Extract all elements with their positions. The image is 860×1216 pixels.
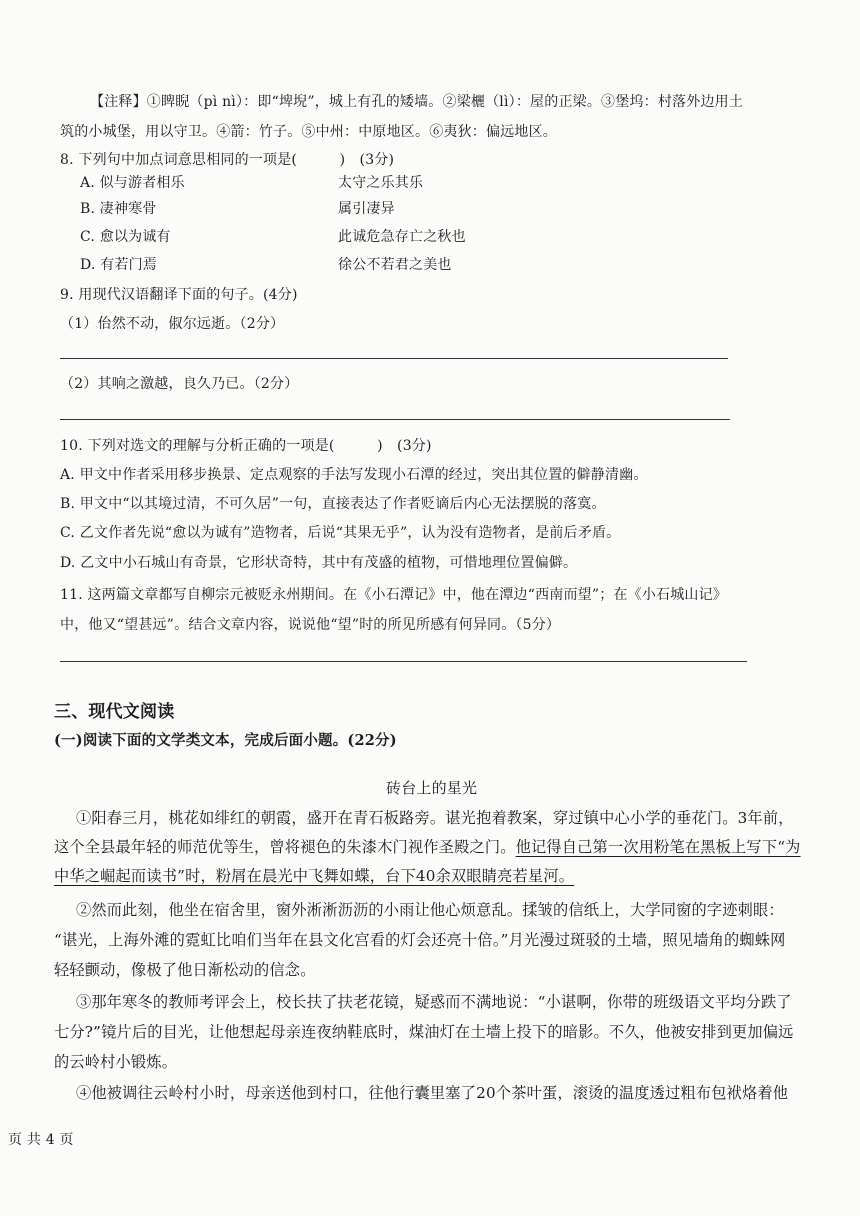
q8-stem: 8. 下列句中加点词意思相同的一项是( ) (3分) [60,152,395,168]
q8-option-a-right: 太守之乐其乐 [338,175,424,191]
q10-option-c: C. 乙文作者先说“愈以为诚有”造物者，后说“其果无乎”，认为没有造物者，是前后矛盾。 [60,525,621,541]
q8-option-b-left: B. 凄神寒骨 [80,201,157,217]
q10-option-a: A. 甲文中作者采用移步换景、定点观察的手法写发现小石潭的经过，突出其位置的僻静清幽。 [60,467,648,483]
underlined-sentence-part-2: 中华之崛起而读书”时，粉屑在晨光中飞舞如蝶，台下40余双眼睛亮若星河。 [54,867,575,885]
section-subheading: (一)阅读下面的文学类文本，完成后面小题。(22分) [54,732,397,749]
paragraph-1-line-2 [54,837,801,857]
answer-line-q11 [60,661,747,662]
q8-option-d-right: 徐公不若君之美也 [338,257,452,273]
q8-option-c-right: 此诚危急存亡之秋也 [338,229,466,245]
q8-option-b-right: 属引凄异 [338,201,395,217]
section-heading: 三、现代文阅读 [54,702,175,722]
notes-line-2: 筑的小城堡，用以守卫。④箭：竹子。⑤中州：中原地区。⑥夷狄：偏远地区。 [60,124,557,140]
paragraph-1-text: 这个全县最年轻的师范优等生，曾将褪色的朱漆木门视作圣殿之门。 [54,838,516,856]
page-footer: 页 共 4 页 [8,1132,74,1148]
q10-option-d: D. 乙文中小石城山有奇景，它形状奇特，其中有茂盛的植物，可惜地理位置偏僻。 [60,555,578,571]
q9-item-2: （2）其响之激越，良久乃已。（2分） [60,376,299,392]
q9-stem: 9. 用现代汉语翻译下面的句子。(4分) [60,287,298,303]
q8-option-d-left: D. 有若门焉 [80,257,158,273]
paragraph-3-line-3: 的云岭村小锻炼。 [54,1053,178,1071]
paragraph-4-line-1: ④他被调往云岭村小时，母亲送他到村口，往他行囊里塞了20个茶叶蛋，滚烫的温度透过粗布包袱烙着他 [76,1084,789,1102]
paragraph-2-line-1: ②然而此刻，他坐在宿舍里，窗外淅淅沥沥的小雨让他心烦意乱。揉皱的信纸上，大学同窗的字迹刺眼： [76,901,784,919]
paragraph-2-line-2: “谌光，上海外滩的霓虹比咱们当年在县文化宫看的灯会还亮十倍。”月光漫过斑驳的土墙，照见墙角的蜘蛛网 [54,931,786,949]
answer-line-q9-1 [60,358,728,359]
paragraph-3-line-2: 七分?”镜片后的目光，让他想起母亲连夜纳鞋底时，煤油灯在土墙上投下的暗影。不久，他被安排到更加偏远 [54,1023,794,1041]
answer-line-q9-2 [60,419,730,420]
paragraph-2-line-3: 轻轻颤动，像极了他日渐松动的信念。 [54,961,316,979]
paragraph-1-line-1: ①阳春三月，桃花如绯红的朝霞，盛开在青石板路旁。谌光抱着教案，穿过镇中心小学的垂花门。3年前， [76,809,794,827]
passage-title: 砖台上的星光 [386,779,478,797]
q11-line-2: 中，他又“望甚远”。结合文章内容，说说他“望”时的所见所感有何异同。（5分） [60,617,561,633]
q8-option-a-left: A. 似与游者相乐 [80,175,185,191]
q9-item-1: （1）佁然不动，俶尔远逝。（2分） [60,316,285,332]
q10-stem: 10. 下列对选文的理解与分析正确的一项是( ) (3分) [60,438,432,454]
q10-option-b: B. 甲文中“以其境过清，不可久居”一句，直接表达了作者贬谪后内心无法摆脱的落寞。 [60,496,606,512]
paragraph-3-line-1: ③那年寒冬的教师考评会上，校长扶了扶老花镜，疑惑而不满地说：“小谌啊，你带的班级语文平均分跌了 [76,993,792,1011]
q11-line-1: 11. 这两篇文章都写自柳宗元被贬永州期间。在《小石潭记》中，他在潭边“西南而望”；在《小石城山记》 [60,587,728,603]
notes-line-1: 【注释】①睥睨（pì nì）：即“埤堄”，城上有孔的矮墙。②梁欐（lì）：屋的正梁。③堡坞：村落外边用土 [90,94,744,110]
q8-option-c-left: C. 愈以为诚有 [80,229,171,245]
underlined-sentence-part-1: 他记得自己第一次用粉笔在黑板上写下“为 [515,838,801,856]
